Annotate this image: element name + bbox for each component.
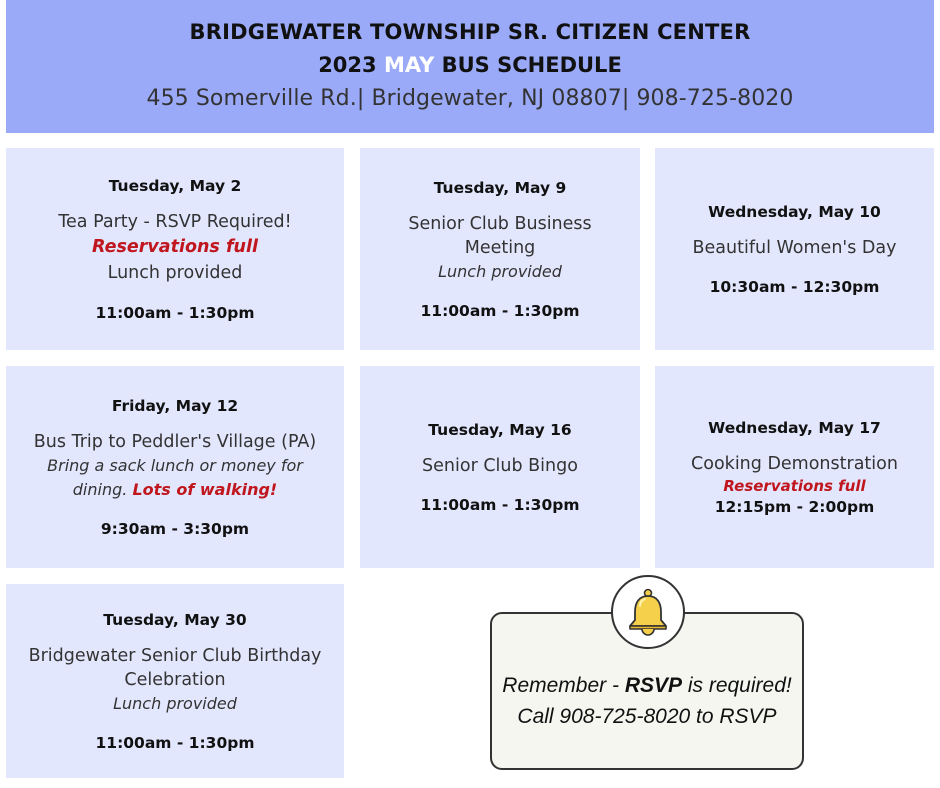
event-note: Lunch provided	[438, 261, 562, 281]
event-card-may-16	[360, 366, 640, 568]
event-date: Wednesday, May 17	[708, 418, 881, 437]
header-banner	[6, 0, 934, 133]
event-card-may-10	[655, 148, 934, 350]
event-note-line2	[73, 478, 277, 502]
event-alert: Reservations full	[91, 236, 259, 257]
event-card-may-30	[6, 584, 344, 778]
event-time: 12:15pm - 2:00pm	[714, 497, 875, 516]
bell-icon	[625, 588, 671, 636]
event-date: Tuesday, May 30	[103, 610, 247, 629]
reminder-pre: Remember -	[502, 674, 625, 697]
event-date: Tuesday, May 9	[433, 178, 567, 197]
schedule-month: MAY	[383, 53, 435, 77]
schedule-year: 2023	[318, 53, 377, 77]
event-time: 11:00am - 1:30pm	[95, 733, 255, 752]
event-card-may-12	[6, 366, 344, 568]
center-address: 455 Somerville Rd.| Bridgewater, NJ 08807| 908-725-8020	[146, 86, 794, 111]
event-time: 10:30am - 12:30pm	[709, 277, 880, 296]
bell-badge	[611, 575, 685, 649]
reminder-post: is required!	[682, 674, 792, 697]
schedule-title	[6, 53, 934, 77]
event-title: Senior Club Bingo	[422, 455, 578, 476]
event-note: Lunch provided	[113, 693, 237, 713]
event-title: Cooking Demonstration	[691, 453, 898, 474]
event-date: Tuesday, May 16	[428, 420, 572, 439]
event-card-may-2	[6, 148, 344, 350]
event-title: Beautiful Women's Day	[692, 237, 897, 258]
event-time: 11:00am - 1:30pm	[420, 301, 580, 320]
event-card-may-17	[655, 366, 934, 568]
event-alert: Reservations full	[723, 476, 866, 495]
event-date: Wednesday, May 10	[708, 202, 881, 221]
reminder-rsvp: RSVP	[624, 674, 682, 697]
schedule-label: BUS SCHEDULE	[441, 53, 622, 77]
reminder-line-1	[492, 674, 802, 698]
event-title: Senior Club Business Meeting	[408, 213, 592, 258]
event-title: Bridgewater Senior Club Birthday	[28, 645, 322, 666]
center-name: BRIDGEWATER TOWNSHIP SR. CITIZEN CENTER	[189, 20, 751, 44]
event-title: Bus Trip to Peddler's Village (PA)	[33, 431, 317, 452]
event-date: Friday, May 12	[111, 396, 239, 415]
event-time: 9:30am - 3:30pm	[100, 519, 250, 538]
event-note-end: dining.	[72, 479, 128, 499]
event-date: Tuesday, May 2	[108, 176, 242, 195]
event-time: 11:00am - 1:30pm	[420, 495, 580, 514]
event-title: Tea Party - RSVP Required!	[58, 211, 292, 232]
event-card-may-9	[360, 148, 640, 350]
event-time: 11:00am - 1:30pm	[95, 303, 255, 322]
event-note: Bring a sack lunch or money for	[47, 455, 303, 475]
event-alert: Lots of walking!	[132, 479, 278, 499]
reminder-line-2: Call 908-725-8020 to RSVP	[517, 705, 777, 728]
event-title-line2: Celebration	[124, 669, 226, 690]
event-sub: Lunch provided	[107, 262, 243, 283]
